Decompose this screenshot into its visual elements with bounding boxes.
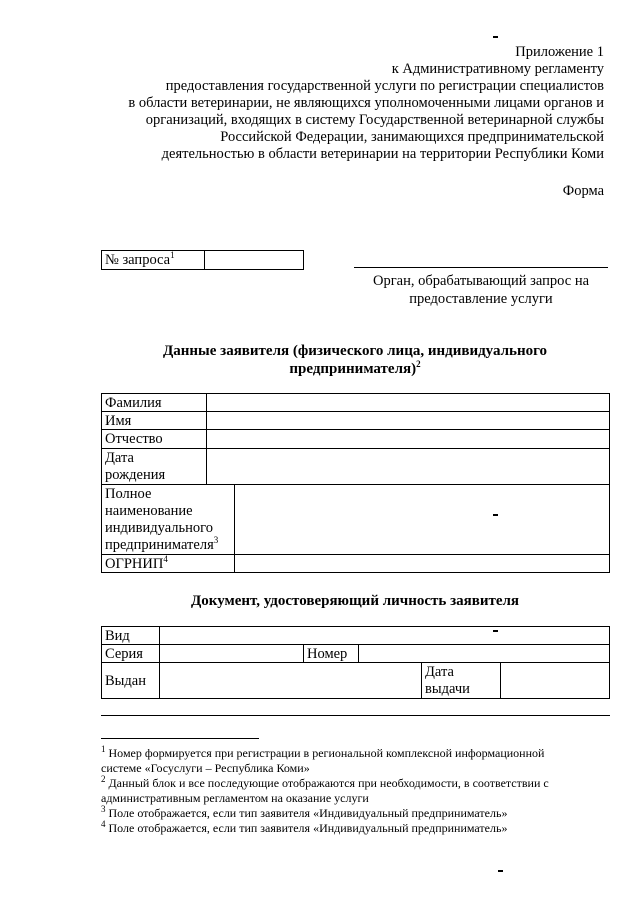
- doc-issued-input[interactable]: [159, 662, 422, 699]
- surname-label-cell: [101, 393, 207, 412]
- ogrnip-input[interactable]: [234, 554, 610, 573]
- request-number-label: № запроса$^1$: [105, 250, 175, 268]
- applicant-title-line-2: предпринимателя)$^2$: [289, 359, 421, 377]
- surname-label: Фамилия: [105, 395, 162, 411]
- header-line-6: Российской Федерации, занимающихся предпринимательской: [220, 129, 604, 145]
- footnote-3: $^3$ Поле отображается, если тип заявителя «Индивидуальный предприниматель»: [101, 804, 508, 820]
- patronymic-label: Отчество: [105, 431, 163, 447]
- footnote-separator: [101, 738, 259, 739]
- doc-number-label-cell: [303, 644, 359, 663]
- doc-number-input[interactable]: [358, 644, 610, 663]
- doc-type-input[interactable]: [159, 626, 610, 645]
- request-number-label-cell: [101, 250, 205, 270]
- doc-issued-label-cell: [101, 662, 160, 699]
- doc-issue-date-label: Дата выдачи: [425, 664, 470, 697]
- doc-series-label: Серия: [105, 646, 143, 662]
- doc-type-label-cell: [101, 626, 160, 645]
- scan-speck: [493, 514, 498, 516]
- patronymic-label-cell: [101, 429, 207, 449]
- header-line-1: Приложение 1: [515, 44, 604, 60]
- header-line-5: организаций, входящих в систему Государственной ветеринарной службы: [145, 112, 604, 128]
- header-line-2: к Административному регламенту: [391, 61, 604, 77]
- doc-type-label: Вид: [105, 628, 130, 644]
- form-label: Форма: [562, 183, 604, 199]
- doc-series-label-cell: [101, 644, 160, 663]
- doc-issued-label: Выдан: [105, 673, 146, 689]
- doc-issue-date-label-cell: [421, 662, 501, 699]
- footnote-1-continued: системе «Госуслуги – Республика Коми»: [101, 761, 310, 775]
- birthdate-label: Дата рождения: [105, 450, 166, 483]
- name-input[interactable]: [206, 411, 610, 430]
- patronymic-input[interactable]: [206, 429, 610, 449]
- footnote-4: $^4$ Поле отображается, если тип заявителя «Индивидуальный предприниматель»: [101, 819, 508, 835]
- name-label: Имя: [105, 413, 132, 429]
- footnote-2-continued: административным регламентом на оказание услуги: [101, 791, 369, 805]
- organ-caption: [354, 272, 608, 308]
- section-separator: [101, 715, 610, 716]
- footnote-1: $^1$ Номер формируется при регистрации в региональной комплексной информационной: [101, 744, 545, 760]
- entrepreneur-name-input[interactable]: [234, 484, 610, 555]
- applicant-title-line-1: Данные заявителя (физического лица, индивидуального: [162, 343, 548, 359]
- surname-input[interactable]: [206, 393, 610, 412]
- appendix-header: [128, 44, 604, 163]
- birthdate-label-cell: [101, 448, 207, 485]
- identity-document-title: Документ, удостоверяющий личность заявителя: [190, 593, 520, 609]
- ogrnip-label: ОГРНИП$^4$: [105, 554, 168, 572]
- footnotes: [101, 746, 616, 836]
- birthdate-input[interactable]: [206, 448, 610, 485]
- ogrnip-label-cell: [101, 554, 235, 573]
- organ-caption-line-1: Орган, обрабатывающий запрос на: [372, 273, 590, 289]
- header-line-4: в области ветеринарии, не являющихся уполномоченными лицами органов и: [128, 95, 604, 111]
- footnote-2: $^2$ Данный блок и все последующие отображаются при необходимости, в соответствии с: [101, 774, 549, 790]
- entrepreneur-name-label: Полное наименование индивидуального предпринимателя$^3$: [105, 486, 219, 553]
- header-line-7: деятельностью в области ветеринарии на территории Республики Коми: [161, 146, 604, 162]
- scan-speck: [498, 870, 503, 872]
- name-label-cell: [101, 411, 207, 430]
- scan-speck: [493, 36, 498, 38]
- header-line-3: предоставления государственной услуги по регистрации специалистов: [165, 78, 604, 94]
- entrepreneur-name-label-cell: [101, 484, 235, 555]
- doc-issue-date-input[interactable]: [500, 662, 610, 699]
- doc-number-label: Номер: [307, 646, 348, 662]
- applicant-section-title: [80, 342, 630, 378]
- request-number-input[interactable]: [204, 250, 304, 270]
- organ-caption-line-2: предоставление услуги: [409, 291, 553, 307]
- scan-speck: [493, 630, 498, 632]
- organ-signature-line: [354, 267, 608, 268]
- doc-series-input[interactable]: [159, 644, 304, 663]
